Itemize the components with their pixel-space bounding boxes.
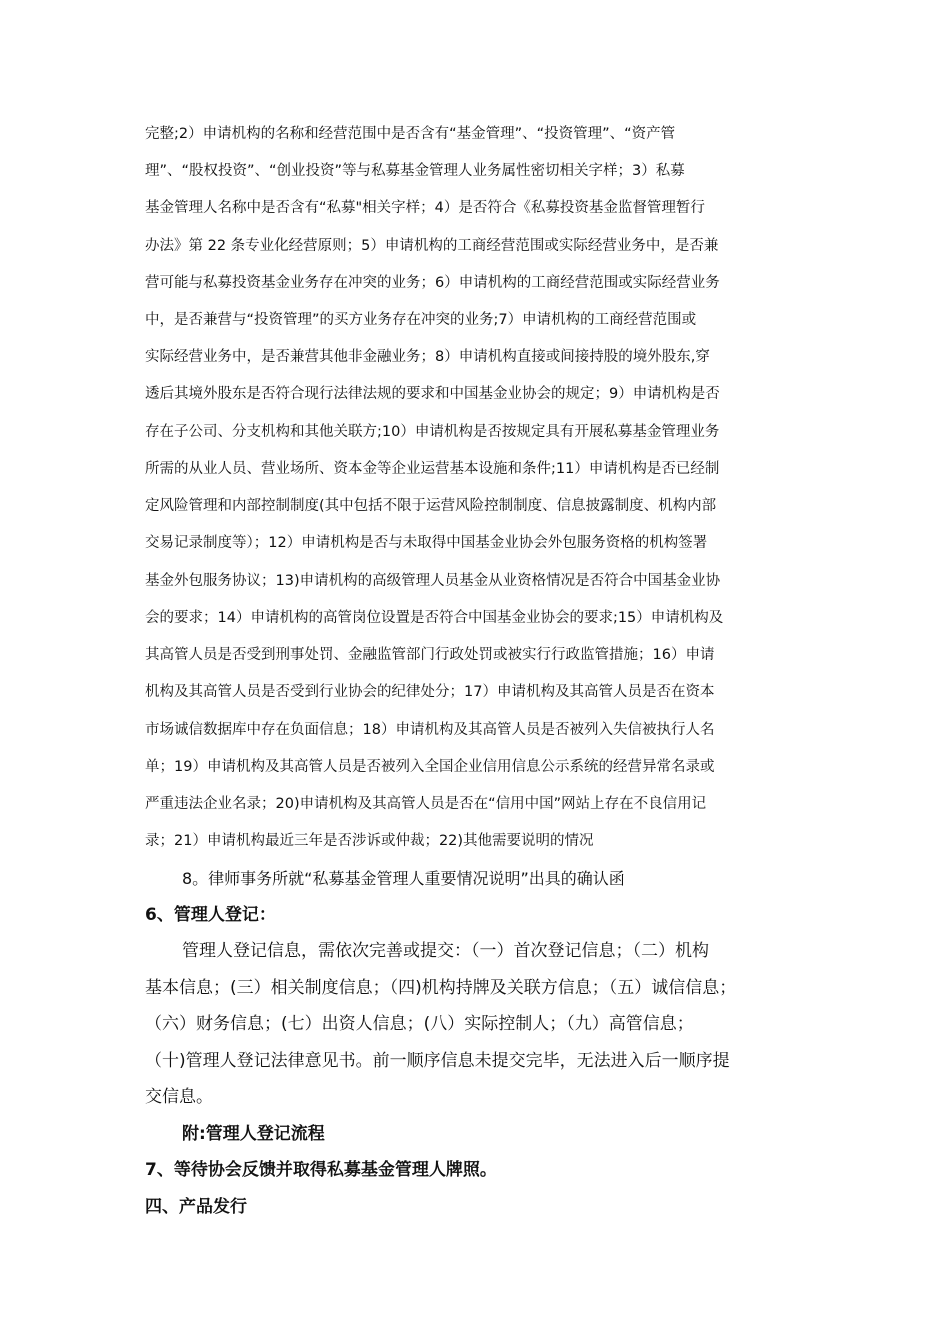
body-line: 机构及其高管人员是否受到行业协会的纪律处分；17）申请机构及其高管人员是否在资本 — [145, 684, 715, 700]
section-4-heading: 四、产品发行 — [145, 1197, 247, 1217]
item-8-line: 8。律师事务所就“私募基金管理人重要情况说明”出具的确认函 — [182, 869, 625, 888]
body-line: 基金外包服务协议；13)申请机构的高级管理人员基金从业资格情况是否符合中国基金业协 — [145, 573, 721, 589]
section-6-line: 基本信息；(三）相关制度信息；（四)机构持牌及关联方信息；（五）诚信信息； — [145, 978, 737, 998]
body-line: 透后其境外股东是否符合现行法律法规的要求和中国基金业协会的规定；9）申请机构是否 — [145, 386, 720, 402]
body-line: 定风险管理和内部控制制度(其中包括不限于运营风险控制制度、信息披露制度、机构内部 — [145, 498, 717, 514]
section-6-line: （十)管理人登记法律意见书。前一顺序信息未提交完毕，无法进入后一顺序提 — [145, 1051, 730, 1071]
body-line: 营可能与私募投资基金业务存在冲突的业务；6）申请机构的工商经营范围或实际经营业务 — [145, 275, 720, 291]
body-line: 办法》第 22 条专业化经营原则；5）申请机构的工商经营范围或实际经营业务中，是否兼 — [145, 238, 719, 254]
body-line: 会的要求；14）申请机构的高管岗位设置是否符合中国基金业协会的要求;15）申请机构及 — [145, 610, 724, 626]
body-line: 存在子公司、分支机构和其他关联方;10）申请机构是否按规定具有开展私募基金管理业务 — [145, 424, 720, 440]
body-line: 单；19）申请机构及其高管人员是否被列入全国企业信用信息公示系统的经营异常名录或 — [145, 759, 715, 775]
body-line: 市场诚信数据库中存在负面信息；18）申请机构及其高管人员是否被列入失信被执行人名 — [145, 722, 715, 738]
section-6-heading: 6、管理人登记： — [145, 905, 276, 925]
body-line: 交易记录制度等）；12）申请机构是否与未取得中国基金业协会外包服务资格的机构签署 — [145, 535, 708, 551]
body-line: 完整;2）申请机构的名称和经营范围中是否含有“基金管理”、“投资管理”、“资产管 — [145, 126, 676, 142]
body-line: 中，是否兼营与“投资管理”的买方业务存在冲突的业务;7）申请机构的工商经营范围或 — [145, 312, 697, 328]
body-line: 录；21）申请机构最近三年是否涉诉或仲裁；22)其他需要说明的情况 — [145, 833, 594, 849]
section-7-heading: 7、等待协会反馈并取得私募基金管理人牌照。 — [145, 1160, 497, 1180]
body-line: 理”、“股权投资”、“创业投资”等与私募基金管理人业务属性密切相关字样；3）私募 — [145, 163, 685, 179]
body-line: 严重违法企业名录；20)申请机构及其高管人员是否在“信用中国”网站上存在不良信用记 — [145, 796, 707, 812]
body-line: 其高管人员是否受到刑事处罚、金融监管部门行政处罚或被实行行政监管措施；16）申请 — [145, 647, 715, 663]
section-6-line: 管理人登记信息，需依次完善或提交：（一）首次登记信息；（二）机构 — [182, 941, 709, 961]
appendix-heading: 附:管理人登记流程 — [182, 1124, 325, 1144]
section-6-line: 交信息。 — [145, 1087, 213, 1107]
body-line: 基金管理人名称中是否含有“私募"相关字样；4）是否符合《私募投资基金监督管理暂行 — [145, 200, 705, 216]
section-6-line: （六）财务信息；(七）出资人信息；(八）实际控制人；（九）高管信息； — [145, 1014, 694, 1034]
body-line: 实际经营业务中，是否兼营其他非金融业务；8）申请机构直接或间接持股的境外股东,穿 — [145, 349, 710, 365]
body-line: 所需的从业人员、营业场所、资本金等企业运营基本设施和条件;11）申请机构是否已经制 — [145, 461, 720, 477]
